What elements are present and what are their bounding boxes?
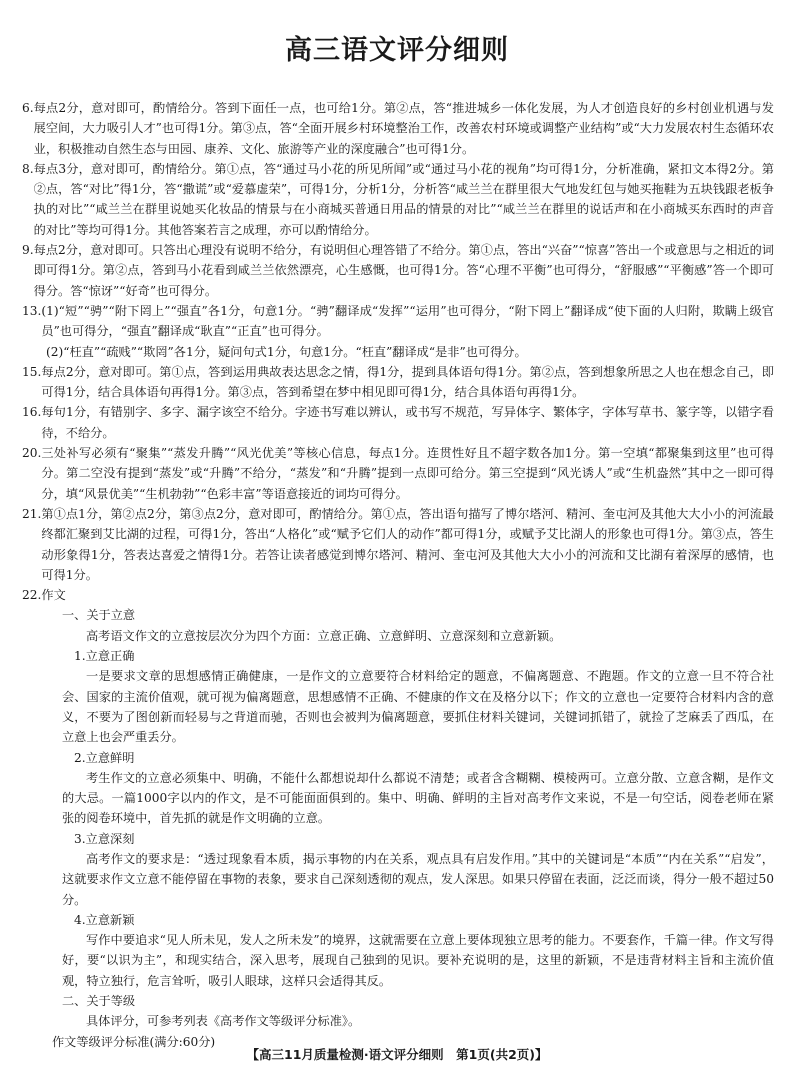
subsection-title: 1.立意正确 bbox=[74, 649, 135, 664]
item-number: 9. bbox=[22, 243, 34, 258]
subsection-text: 高考作文的要求是：“透过现象看本质，揭示事物的内在关系，观点具有启发作用。”其中的关键词是“本质”“内在关系”“启发”，这就要求作文立意不能停留在事物的表象，要求自己深刻透彻的观点，发人深思。如果只停留在表面，泛泛而谈，得分一般不超过50分。 bbox=[62, 851, 774, 907]
rule-item-15 bbox=[22, 362, 774, 403]
item-text: 每点2分，意对即可。第①点，答到运用典故表达思念之情，得1分，提到具体语句得1分。第②点，答到想象所思之人也在想念自己，即可得1分，结合具体语句再得1分。第③点，答到希望在梦中相见即可得1分，结合具体语句再得1分。 bbox=[41, 364, 774, 400]
rule-item-13-1 bbox=[22, 301, 774, 342]
essay-intro: 高考语文作文的立意按层次分为四个方面：立意正确、立意鲜明、立意深刻和立意新颖。 bbox=[86, 628, 562, 643]
section-heading-grade: 二、关于等级 bbox=[62, 994, 136, 1009]
item-text: 每句1分，有错别字、多字、漏字该空不给分。字迹书写难以辨认，或书写不规范，写异体字、繁体字，字体写草书、篆字等，以错字看待，不给分。 bbox=[41, 405, 774, 440]
rule-item-20 bbox=[22, 443, 774, 504]
item-number: 8. bbox=[22, 161, 34, 176]
essay-heading bbox=[22, 585, 774, 605]
scoring-rules-body bbox=[22, 98, 774, 1052]
item-number: 13. bbox=[22, 303, 42, 318]
page-footer: 【高三11月质量检测·语文评分细则 第1页(共2页)】 bbox=[246, 1047, 548, 1062]
rule-item-8 bbox=[22, 159, 774, 240]
page-title: 高三语文评分细则 bbox=[285, 35, 509, 66]
item-text: 第①点1分，第②点2分，第③点2分，意对即可，酌情给分。第①点，答出语句描写了博尔塔河、精河、奎屯河及其他大大小小的河流最终都汇聚到艾比湖的过程，可得1分，答出“人格化”或“赋予它们人的动作”都可得1分，或赋予艾比湖人的形象也可得1分。第③点，答生动形象得1分，答表达喜爱之情得1分。若答让读者感觉到博尔塔河、精河、奎屯河及其他大大小小的河流和艾比湖有着深厚的感情，也可得1分。 bbox=[41, 506, 774, 582]
grade-text: 具体评分，可参考列表《高考作文等级评分标准》。 bbox=[86, 1014, 361, 1029]
item-number: 15. bbox=[22, 364, 42, 379]
item-text: 三处补写必须有“聚集”“蒸发升腾”“风光优美”等核心信息，每点1分。连贯性好且不超字数各加1分。第一空填“都聚集到这里”也可得分。第二空没有提到“蒸发”或“升腾”不给分，“蒸发”和“升腾”提到一点即可给分。第三空提到“风光诱人”或“生机盎然”其中之一即可得分，填“风景优美”“生机勃勃”“色彩丰富”等语意接近的词均可得分。 bbox=[41, 446, 774, 501]
grade-table-title: 作文等级评分标准(满分:60分) bbox=[52, 1034, 216, 1049]
subsection-title: 3.立意深刻 bbox=[74, 831, 135, 846]
rule-item-6 bbox=[22, 98, 774, 159]
item-number: 20. bbox=[22, 446, 42, 461]
rule-item-13-2 bbox=[22, 342, 774, 362]
item-text: 每点2分，意对即可，酌情给分。答到下面任一点，也可给1分。第②点，答“推进城乡一体化发展，为人才创造良好的乡村创业机遇与发展空间，大力吸引人才”也可得1分。第③点，答“全面开展乡村环境整治工作，改善农村环境或调整产业结构”或“大力发展农村生态循环农业，积极推动自然生态与田园、康养、文化、旅游等产业的深度融合”也可得1分。 bbox=[33, 101, 774, 156]
section-heading-theme: 一、关于立意 bbox=[62, 608, 136, 623]
item-number: 22. bbox=[22, 588, 42, 603]
item-number: 21. bbox=[22, 506, 42, 521]
subsection-title: 2.立意鲜明 bbox=[74, 750, 135, 765]
subsection-text: 一是要求文章的思想感情正确健康，一是作文的立意要符合材料给定的题意，不偏离题意、不跑题。作文的立意一旦不符合社会、国家的主流价值观，就可视为偏离题意，思想感情不正确、不健康的作文在及格分以下；作文的立意也一定要符合材料内含的意义，不要为了图创新而轻易与之背道而驰，否则也会被判为偏离题意，要抓住材料关键词，关键词抓错了，就捡了芝麻丢了西瓜，在立意上也会严重丢分。 bbox=[62, 669, 774, 745]
subsection-text: 写作中要追求“见人所未见，发人之所未发”的境界，这就需要在立意上要体现独立思考的能力。不要套作，千篇一律。作文写得好，要“以识为主”，和现实结合，深入思考，展现自己独到的见识。要补充说明的是，这里的新颖，不是违背材料主旨和主流价值观，特立独行，危言耸听，吸引人眼球，这样只会适得其反。 bbox=[62, 933, 774, 988]
rule-item-21 bbox=[22, 504, 774, 585]
subsection-title: 4.立意新颖 bbox=[74, 912, 135, 927]
item-text: 每点2分，意对即可。只答出心理没有说明不给分，有说明但心理答错了不给分。第①点，答出“兴奋”“惊喜”答出一个或意思与之相近的词即可得1分。第②点，答到马小花看到咸兰兰依然漂亮，心生感慨，也可得1分。答“心理不平衡”也可得分，“舒服感”“平衡感”答一个即可得分。答“惊讶”“好奇”也可得分。 bbox=[33, 243, 774, 298]
rule-item-16 bbox=[22, 402, 774, 443]
item-number: 16. bbox=[22, 405, 42, 420]
item-text: 每点3分，意对即可，酌情给分。第①点，答“通过马小花的所见所闻”或“通过马小花的视角”均可得1分，分析准确，紧扣文本得2分。第②点，答“对比”得1分，答“撒谎”或“爱慕虚荣”，可得1分，分析1分，分析答“咸兰兰在群里很大气地发红包与她买拖鞋为五块钱跟老板争执的对比”“咸兰兰在群里说她买化妆品的情景与在小商城买普通日用品的情景的对比”“咸兰兰在群里的说话声和在小商城买东西时的声音的对比”等均可得1分。其他答案若言之成理，亦可以酌情给分。 bbox=[33, 161, 774, 237]
item-number: 6. bbox=[22, 101, 34, 115]
item-text: (1)“短”“骋”“附下罔上”“强直”各1分，句意1分。“骋”翻译成“发挥”“运用”也可得分，“附下罔上”翻译成“使下面的人归附，欺瞒上级官员”也可得分，“强直”翻译成“耿直”“正直”也可得分。 bbox=[41, 303, 774, 339]
subsection-text: 考生作文的立意必须集中、明确，不能什么都想说却什么都说不清楚；或者含含糊糊、模棱两可。立意分散、立意含糊，是作文的大忌。一篇1000字以内的作文，是不可能面面俱到的。集中、明确、鲜明的主旨对高考作文来说，不是一句空话，阅卷老师在紧张的阅卷环境中，首先抓的就是作文明确的立意。 bbox=[62, 770, 774, 826]
rule-item-9 bbox=[22, 240, 774, 301]
essay-heading-text: 作文 bbox=[41, 588, 66, 603]
item-text: (2)“枉直”“疏贱”“欺罔”各1分，疑问句式1分，句意1分。“枉直”翻译成“是非”也可得分。 bbox=[46, 344, 527, 359]
